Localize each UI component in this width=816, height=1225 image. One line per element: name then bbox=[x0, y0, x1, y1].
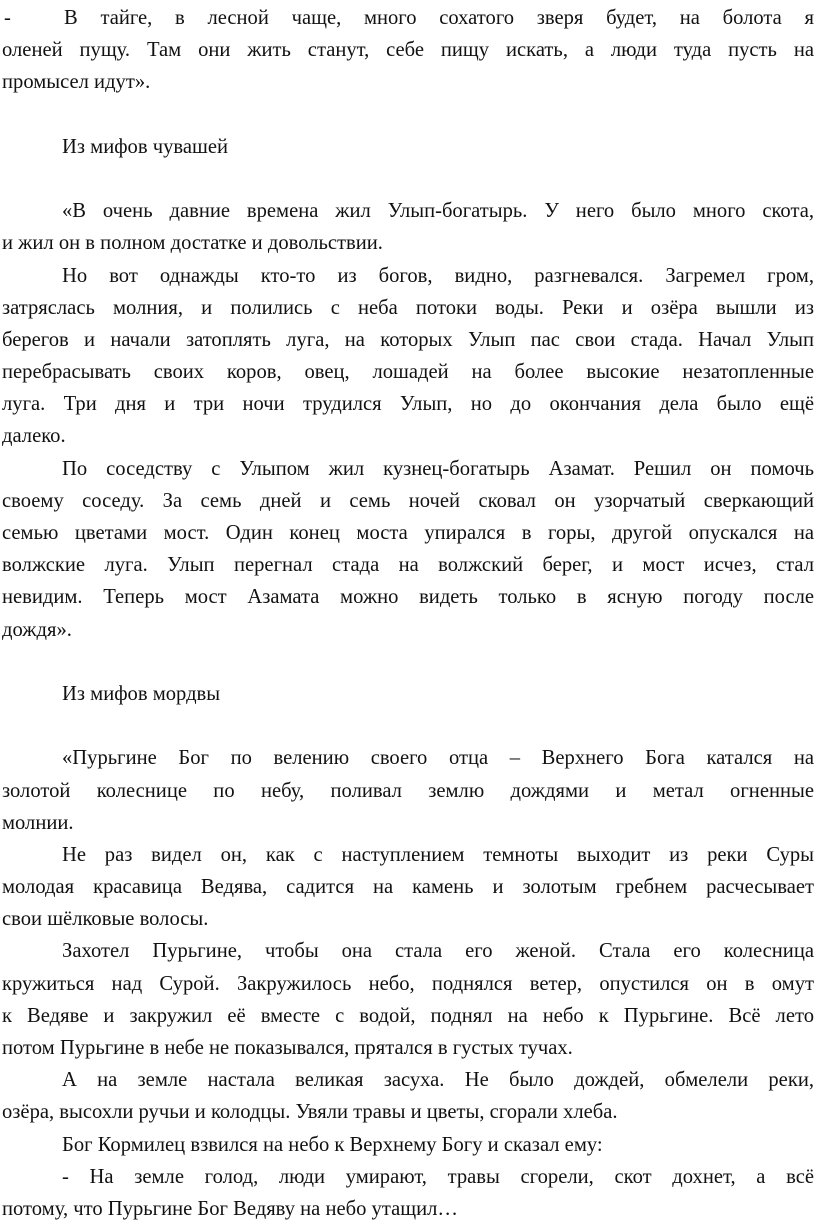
text-line: свои шёлковые волосы. bbox=[2, 908, 209, 931]
text-line: потом Пурьгине в небе не показывался, прятался в густых тучах. bbox=[2, 1037, 573, 1059]
text-line: А на земле настала великая засуха. Не было дождей, обмелели реки, bbox=[62, 1069, 814, 1092]
paragraph-azamat-bridge bbox=[2, 453, 814, 646]
text-line: «Пурьгине Бог по велению своего отца – Верхнего Бога катался на bbox=[62, 747, 814, 770]
section-heading-mordva: Из мифов мордвы bbox=[62, 682, 221, 705]
paragraph-purgine-intro bbox=[2, 742, 814, 839]
text-line: семью цветами мост. Один конец моста упирался в горы, другой опускался на bbox=[2, 522, 814, 544]
blank-line bbox=[2, 163, 814, 195]
paragraph-purgine-takes bbox=[2, 935, 814, 1064]
text-line: золотой колеснице по небу, поливал землю дождями и метал огненные bbox=[2, 779, 814, 802]
blank-line bbox=[2, 710, 814, 742]
text-line: берегов и начали затоплять луга, на которых Улып пас свои стада. Начал Улып bbox=[2, 328, 814, 351]
text-line: далеко. bbox=[2, 425, 66, 448]
dash-marker: - bbox=[4, 7, 11, 29]
paragraph-drought bbox=[2, 1064, 814, 1128]
paragraph-kormilets-speech bbox=[2, 1161, 814, 1225]
paragraph-vedyava bbox=[2, 839, 814, 936]
text-line: потому, что Пурьгине Бог Ведяву на небо утащил… bbox=[2, 1197, 458, 1220]
text-line: - На земле голод, люди умирают, травы сгорели, скот дохнет, а всё bbox=[62, 1165, 814, 1188]
text-line: Бог Кормилец взвился на небо к Верхнему Богу и сказал ему: bbox=[62, 1133, 603, 1156]
text-line: кружиться над Сурой. Закружилось небо, поднялся ветер, опустился он в омут bbox=[2, 972, 814, 995]
text-line: молодая красавица Ведява, садится на камень и золотым гребнем расчесывает bbox=[2, 876, 814, 899]
paragraph-ulyp-intro bbox=[2, 195, 814, 259]
text-line: невидим. Теперь мост Азамата можно видеть только в ясную погоду после bbox=[2, 586, 814, 609]
text-line: луга. Три дня и три ночи трудился Улып, но до окончания дела было ещё bbox=[2, 393, 814, 416]
text-line: дождя». bbox=[2, 618, 72, 641]
text-line: - В тайге, в лесной чаще, много сохатого зверя будет, на болота я bbox=[2, 2, 814, 34]
text-line: озёра, высохли ручьи и колодцы. Увяли травы и цветы, сгорали хлеба. bbox=[2, 1101, 618, 1124]
text-line: По соседству с Улыпом жил кузнец-богатырь Азамат. Решил он помочь bbox=[62, 457, 814, 480]
text-line: промысел идут». bbox=[2, 71, 151, 94]
text-line: оленей пущу. Там они жить станут, себе пищу искать, а люди туда пусть на bbox=[2, 39, 814, 62]
blank-line bbox=[2, 646, 814, 678]
text-line: Но вот однажды кто-то из богов, видно, разгневался. Загремел гром, bbox=[62, 264, 814, 287]
text-line: и жил он в полном достатке и довольствии. bbox=[2, 232, 383, 255]
paragraph-kormilets bbox=[2, 1129, 814, 1161]
text-line: Не раз видел он, как с наступлением темноты выходит из реки Суры bbox=[62, 843, 814, 866]
text-line: молнии. bbox=[2, 811, 74, 834]
blank-line bbox=[2, 99, 814, 131]
section-heading-chuvash: Из мифов чувашей bbox=[62, 135, 228, 158]
text-line: к Ведяве и закружил её вместе с водой, поднял на небо к Пурьгине. Всё лето bbox=[2, 1004, 814, 1027]
text-line: «В очень давние времена жил Улып-богатырь. У него было много скота, bbox=[62, 200, 814, 223]
text-line: своему соседу. За семь дней и семь ночей сковал он узорчатый сверкающий bbox=[2, 489, 814, 512]
paragraph-ulyp-flood bbox=[2, 260, 814, 453]
paragraph-taiga-speech-end bbox=[2, 2, 814, 99]
text-line: волжские луга. Улып перегнал стада на волжский берег, и мост исчез, стал bbox=[2, 554, 814, 577]
text-line: перебрасывать своих коров, овец, лошадей на более высокие незатопленные bbox=[2, 361, 814, 384]
text-line: затряслась молния, и полились с неба потоки воды. Реки и озёра вышли из bbox=[2, 296, 814, 319]
text-line: Захотел Пурьгине, чтобы она стала его женой. Стала его колесница bbox=[62, 940, 814, 963]
